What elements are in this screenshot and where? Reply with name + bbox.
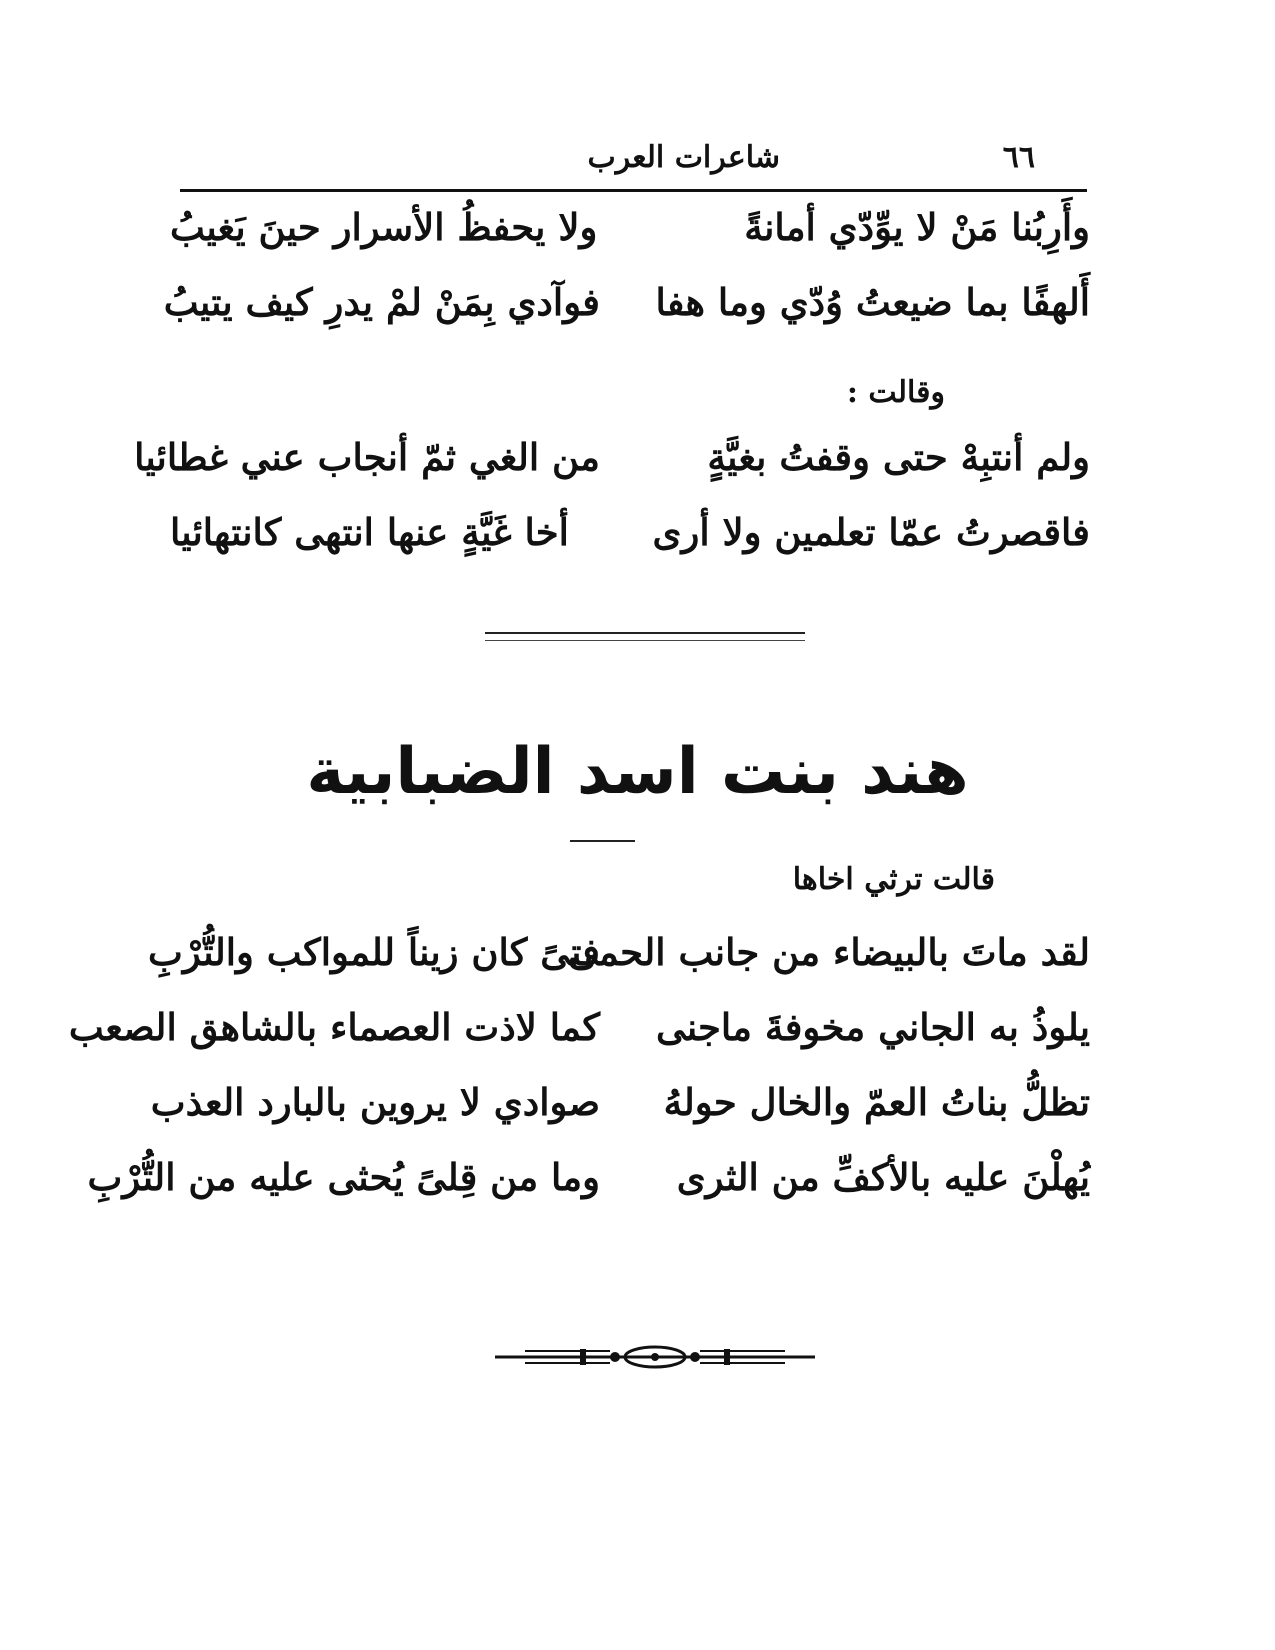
verse-second-hemistich: كما لاذت العصماء بالشاهق الصعب (68, 1005, 600, 1049)
verse-first-hemistich: فاقصرتُ عمّا تعلمين ولا أرى (652, 510, 1090, 554)
verse-line (134, 435, 1090, 495)
verse-second-hemistich: صوادي لا يروين بالبارد العذب (150, 1080, 600, 1124)
page-number: ٦٦ (1002, 140, 1035, 175)
verse-first-hemistich: يلوذُ به الجاني مخوفةَ ماجنى (656, 1005, 1090, 1049)
header-rule (180, 189, 1087, 192)
verse-line (68, 1005, 1090, 1065)
verse-line (163, 280, 1090, 340)
verse-line (150, 1080, 1090, 1140)
poet-heading: هند بنت اسد الضبابية (306, 735, 969, 809)
verse-line (170, 510, 1090, 570)
verse-second-hemistich: ولا يحفظُ الأسرار حينَ يَغيبُ (170, 205, 598, 249)
running-title: شاعرات العرب (587, 140, 780, 175)
poem-intro: قالت ترثي اخاها (792, 862, 995, 897)
verse-first-hemistich: يُهلْنَ عليه بالأكفِّ من الثرى (676, 1155, 1090, 1199)
verse-line (148, 930, 1090, 990)
verse-second-hemistich: من الغي ثمّ أنجاب عني غطائيا (134, 435, 600, 479)
verse-second-hemistich: فتىً كان زيناً للمواكب والتُّرْبِ (148, 930, 600, 974)
verse-second-hemistich: فوآدي بِمَنْ لمْ يدرِ كيف يتيبُ (163, 280, 600, 324)
page-header (180, 140, 1080, 188)
verse-first-hemistich: وأَرِبُنا مَنْ لا يوِّدّي أمانةً (744, 205, 1090, 249)
verse-first-hemistich: لقد ماتَ بالبيضاء من جانب الحمى (567, 930, 1090, 974)
verse-second-hemistich: أخا غَيَّةٍ عنها انتهى كانتهائيا (170, 510, 569, 554)
verse-line (170, 205, 1090, 265)
verse-first-hemistich: ولم أنتبِهْ حتى وقفتُ بغيَّةٍ (707, 435, 1090, 479)
verse-first-hemistich: أَلهفًا بما ضيعتُ وُدّي وما هفا (655, 280, 1090, 324)
verse-second-hemistich: وما من قِلىً يُحثى عليه من التُّرْبِ (87, 1155, 600, 1199)
poem-intro: وقالت : (846, 375, 945, 410)
verse-first-hemistich: تظلُّ بناتُ العمّ والخال حولهُ (663, 1080, 1090, 1124)
verse-line (87, 1155, 1090, 1215)
section-divider (485, 632, 805, 641)
heading-underline (570, 840, 635, 842)
ornament-divider (495, 1343, 815, 1371)
